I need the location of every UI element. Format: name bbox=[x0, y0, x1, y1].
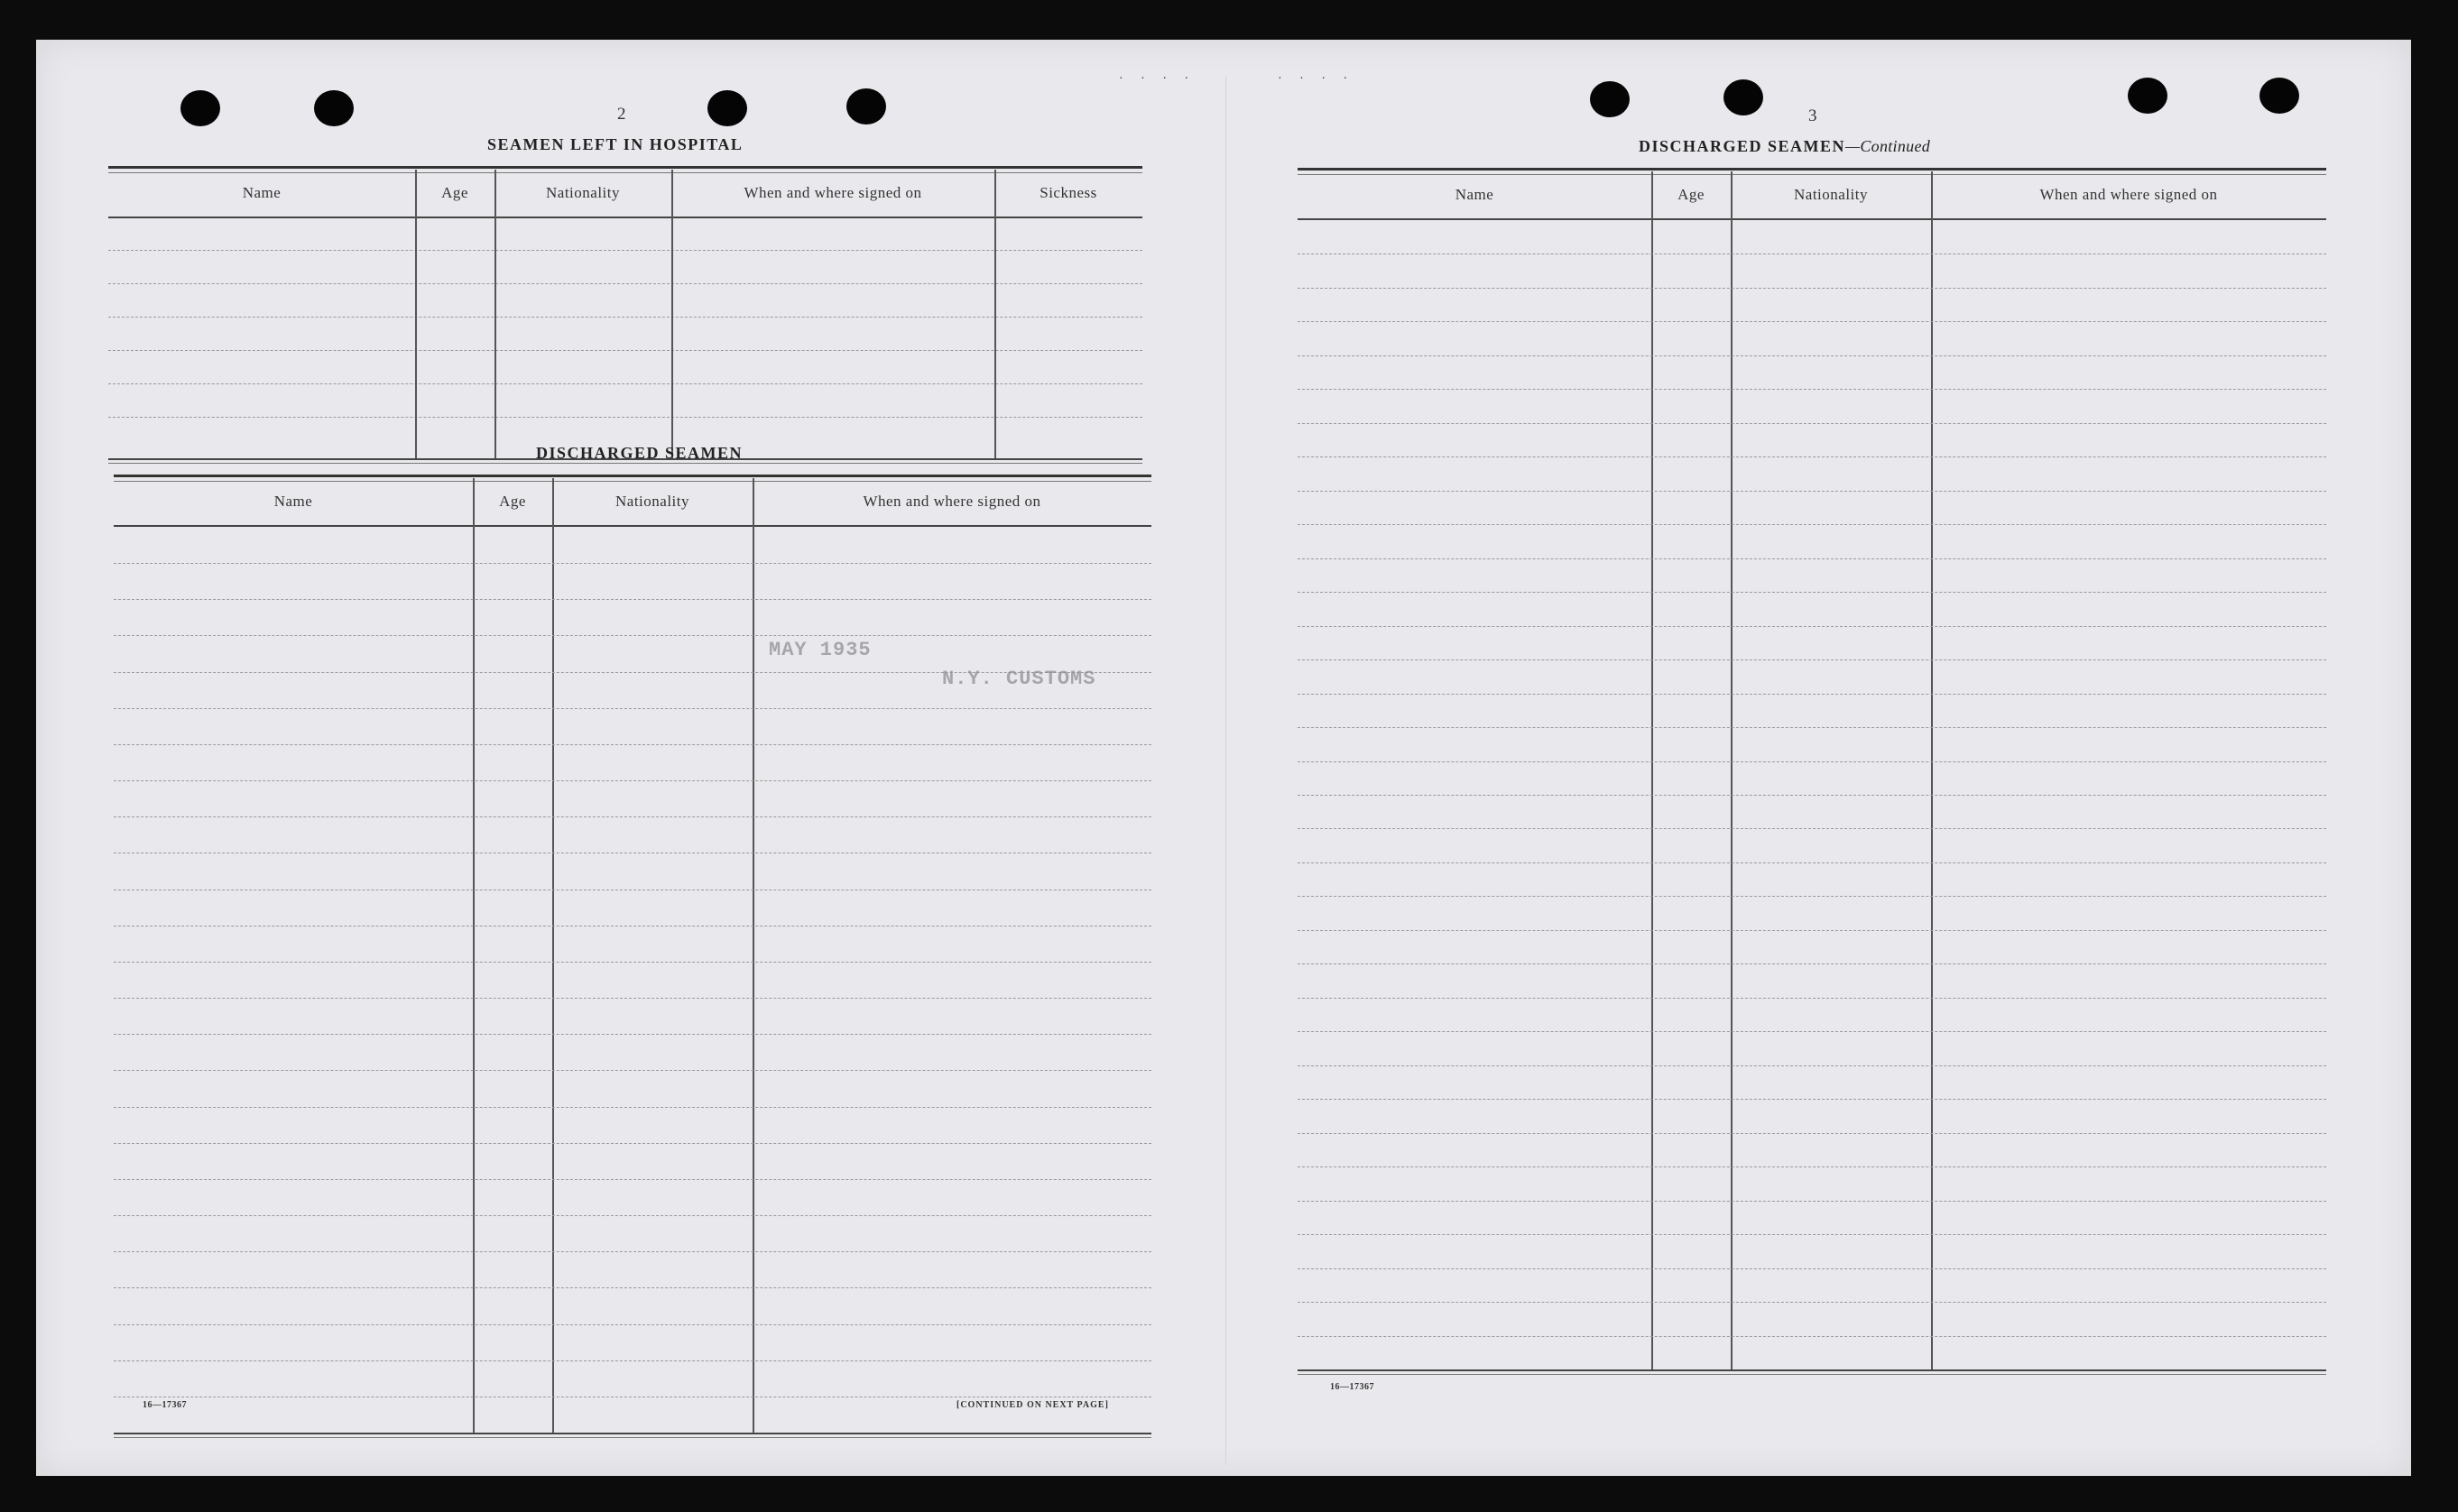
col-header-name: Name bbox=[242, 184, 282, 201]
col-header-signed-on: When and where signed on bbox=[744, 184, 922, 201]
table-row bbox=[114, 1070, 1151, 1071]
table-row bbox=[1298, 761, 2326, 762]
col-header-signed-on: When and where signed on bbox=[863, 493, 1041, 510]
col-header-nationality: Nationality bbox=[546, 184, 620, 201]
punch-hole bbox=[180, 90, 220, 126]
table-row bbox=[108, 283, 1142, 284]
table-row bbox=[108, 417, 1142, 418]
table-row bbox=[1298, 1201, 2326, 1202]
document-sheet bbox=[36, 40, 2411, 1476]
punch-hole bbox=[314, 90, 354, 126]
table-row bbox=[108, 383, 1142, 384]
table-row bbox=[1298, 1065, 2326, 1066]
table-row bbox=[114, 1143, 1151, 1144]
table-row bbox=[1298, 963, 2326, 964]
table-row bbox=[114, 599, 1151, 600]
column-divider bbox=[671, 170, 673, 458]
table-row bbox=[1298, 998, 2326, 999]
table-row bbox=[1298, 1234, 2326, 1235]
table-row bbox=[108, 250, 1142, 251]
discharged-continued-title bbox=[1639, 137, 1930, 156]
punch-hole bbox=[1590, 81, 1630, 117]
table-row bbox=[1298, 1031, 2326, 1032]
col-header-signed-on: When and where signed on bbox=[2039, 186, 2218, 203]
table-row bbox=[114, 635, 1151, 636]
column-divider bbox=[753, 478, 754, 1433]
col-header-nationality: Nationality bbox=[1794, 186, 1868, 203]
column-divider bbox=[1931, 171, 1933, 1369]
table-row bbox=[1298, 389, 2326, 390]
table-row bbox=[1298, 491, 2326, 492]
table-row bbox=[1298, 930, 2326, 931]
table-row bbox=[1298, 1099, 2326, 1100]
col-header-age: Age bbox=[1677, 186, 1705, 203]
table-row bbox=[114, 816, 1151, 817]
column-divider bbox=[552, 478, 554, 1433]
table-row bbox=[1298, 1133, 2326, 1134]
top-mark-right: · · · · bbox=[1278, 72, 1355, 86]
col-header-sickness: Sickness bbox=[1040, 184, 1097, 201]
table-row bbox=[114, 998, 1151, 999]
top-mark-left: · · · · bbox=[1119, 72, 1197, 86]
column-divider bbox=[473, 478, 475, 1433]
table-row bbox=[1298, 862, 2326, 863]
table-rule bbox=[1298, 168, 2326, 175]
column-divider bbox=[494, 170, 496, 458]
col-header-age: Age bbox=[441, 184, 468, 201]
punch-hole bbox=[2259, 78, 2299, 114]
continued-note: [CONTINUED ON NEXT PAGE] bbox=[956, 1400, 1109, 1410]
table-row bbox=[1298, 727, 2326, 728]
table-row bbox=[114, 708, 1151, 709]
table-row bbox=[1298, 1336, 2326, 1337]
col-header-name: Name bbox=[273, 493, 313, 510]
table-row bbox=[1298, 828, 2326, 829]
table-rule bbox=[114, 475, 1151, 482]
table-rule bbox=[114, 1433, 1151, 1438]
table-row bbox=[114, 1324, 1151, 1325]
table-row bbox=[108, 317, 1142, 318]
punch-hole bbox=[1723, 79, 1763, 115]
form-code-right: 16—17367 bbox=[1330, 1382, 1374, 1392]
table-row bbox=[1298, 355, 2326, 356]
table-row bbox=[1298, 558, 2326, 559]
table-row bbox=[1298, 896, 2326, 897]
table-rule bbox=[108, 166, 1142, 173]
table-row bbox=[1298, 795, 2326, 796]
header-rule bbox=[1298, 218, 2326, 220]
col-header-name: Name bbox=[1455, 186, 1494, 203]
table-row bbox=[114, 563, 1151, 564]
title-suffix: —Continued bbox=[1845, 137, 1931, 155]
page-number-left: 2 bbox=[617, 105, 626, 124]
punch-hole bbox=[846, 88, 886, 124]
table-row bbox=[1298, 423, 2326, 424]
column-divider bbox=[1731, 171, 1733, 1369]
header-rule bbox=[108, 217, 1142, 218]
table-row bbox=[114, 1360, 1151, 1361]
table-row bbox=[1298, 694, 2326, 695]
table-row bbox=[1298, 1268, 2326, 1269]
column-divider bbox=[1651, 171, 1653, 1369]
col-header-age: Age bbox=[499, 493, 526, 510]
table-row bbox=[114, 1107, 1151, 1108]
table-row bbox=[114, 926, 1151, 927]
form-code-left: 16—17367 bbox=[143, 1400, 187, 1410]
column-divider bbox=[415, 170, 417, 458]
table-row bbox=[1298, 1166, 2326, 1167]
customs-stamp-office: N.Y. CUSTOMS bbox=[942, 668, 1096, 690]
table-row bbox=[1298, 456, 2326, 457]
page-fold bbox=[1225, 76, 1226, 1465]
table-row bbox=[1298, 288, 2326, 289]
table-row bbox=[1298, 626, 2326, 627]
table-row bbox=[114, 1179, 1151, 1180]
title-main: DISCHARGED SEAMEN bbox=[1639, 137, 1846, 155]
table-row bbox=[114, 1034, 1151, 1035]
table-row bbox=[114, 962, 1151, 963]
table-row bbox=[1298, 524, 2326, 525]
table-row bbox=[114, 780, 1151, 781]
punch-hole bbox=[2128, 78, 2167, 114]
page-number-right: 3 bbox=[1808, 106, 1817, 125]
table-row bbox=[1298, 592, 2326, 593]
table-row bbox=[1298, 1302, 2326, 1303]
table-row bbox=[114, 744, 1151, 745]
punch-hole bbox=[707, 90, 747, 126]
hospital-table bbox=[108, 166, 1142, 466]
table-row bbox=[114, 1287, 1151, 1288]
column-divider bbox=[994, 170, 996, 458]
table-row bbox=[108, 350, 1142, 351]
discharged-title: DISCHARGED SEAMEN bbox=[536, 444, 744, 462]
table-row bbox=[1298, 659, 2326, 660]
col-header-nationality: Nationality bbox=[615, 493, 689, 510]
discharged-table-right bbox=[1298, 168, 2326, 1407]
table-row bbox=[114, 1215, 1151, 1216]
table-row bbox=[114, 1251, 1151, 1252]
hospital-title: SEAMEN LEFT IN HOSPITAL bbox=[487, 135, 744, 153]
table-rule bbox=[1298, 1369, 2326, 1375]
customs-stamp-date: MAY 1935 bbox=[769, 639, 872, 661]
header-rule bbox=[114, 525, 1151, 527]
table-row bbox=[1298, 321, 2326, 322]
discharged-table-left bbox=[114, 475, 1151, 1440]
